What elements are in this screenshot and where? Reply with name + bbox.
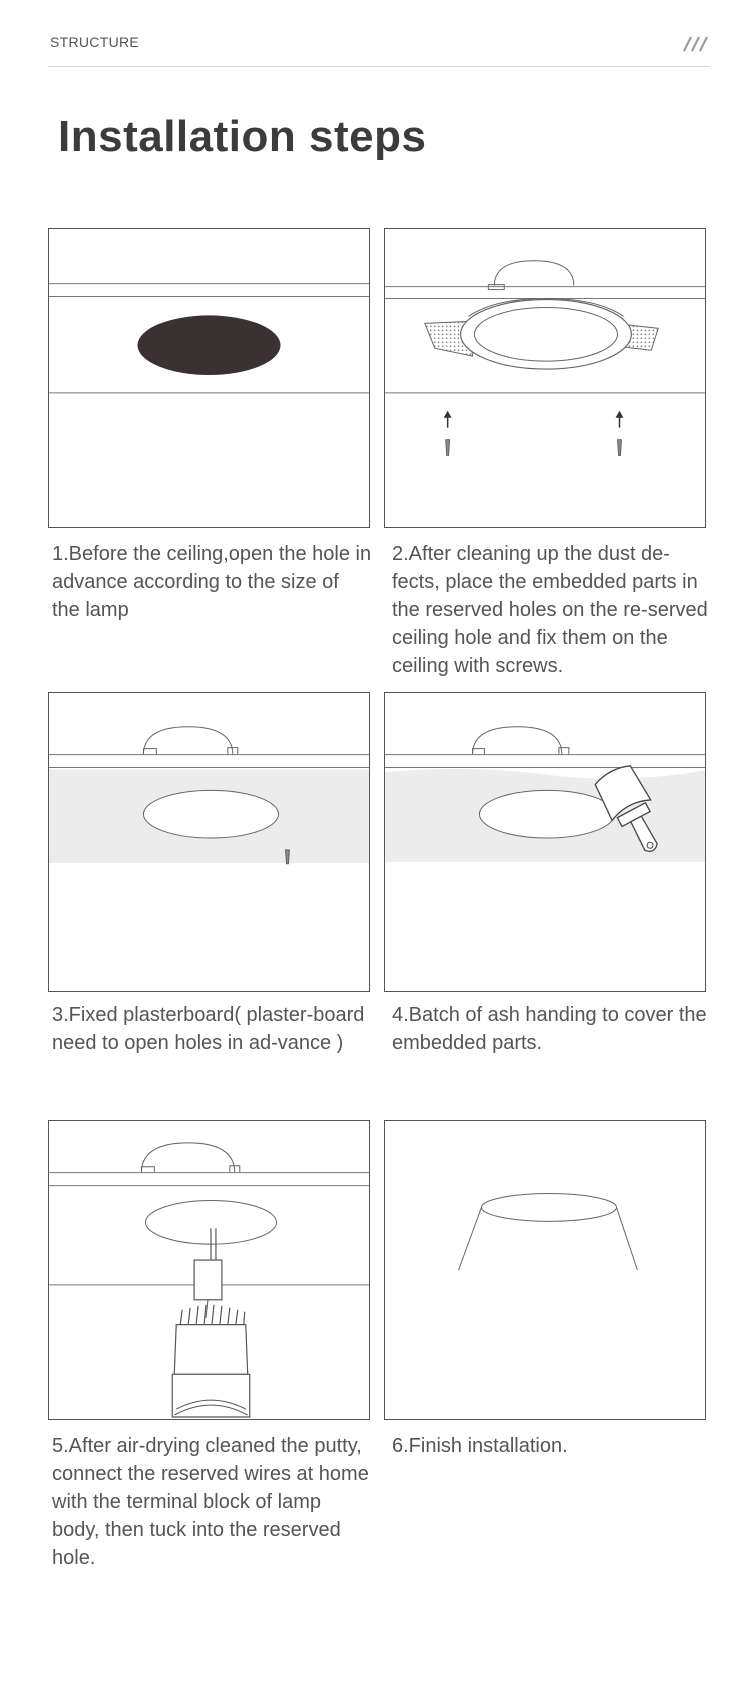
triple-slash-icon — [682, 36, 710, 52]
step-3-illustration — [48, 692, 370, 992]
step-4-illustration — [384, 692, 706, 992]
finished-lamp-icon — [385, 1121, 705, 1419]
section-label: STRUCTURE — [50, 34, 140, 50]
step-5-illustration — [48, 1120, 370, 1420]
step-5-caption: 5.After air-drying cleaned the putty, connect the reserved wires at home with the terminal block of lamp body, then tuck into the reserved hole. — [52, 1435, 369, 1569]
lamp-wiring-icon — [49, 1121, 369, 1419]
step-2-illustration — [384, 228, 706, 528]
step-6-illustration — [384, 1120, 706, 1420]
header-divider — [48, 66, 710, 67]
paint-brush-icon — [385, 693, 705, 991]
step-6-caption: 6.Finish installation. — [392, 1435, 568, 1457]
step-4-caption: 4.Batch of ash handing to cover the embedded parts. — [392, 1004, 707, 1054]
step-1-illustration — [48, 228, 370, 528]
ceiling-hole-icon — [49, 229, 369, 527]
step-3-caption: 3.Fixed plasterboard( plaster-board need to open holes in ad-vance ) — [52, 1004, 365, 1054]
step-1-caption: 1.Before the ceiling,open the hole in advance according to the size of the lamp — [52, 543, 372, 621]
page-title: Installation steps — [58, 112, 427, 161]
step-2-caption: 2.After cleaning up the dust de-fects, place the embedded parts in the reserved holes on the re-served ceiling hole and fix them on the ceiling with screws. — [392, 543, 708, 677]
plasterboard-icon — [49, 693, 369, 991]
embedded-part-screws-icon — [385, 229, 705, 527]
